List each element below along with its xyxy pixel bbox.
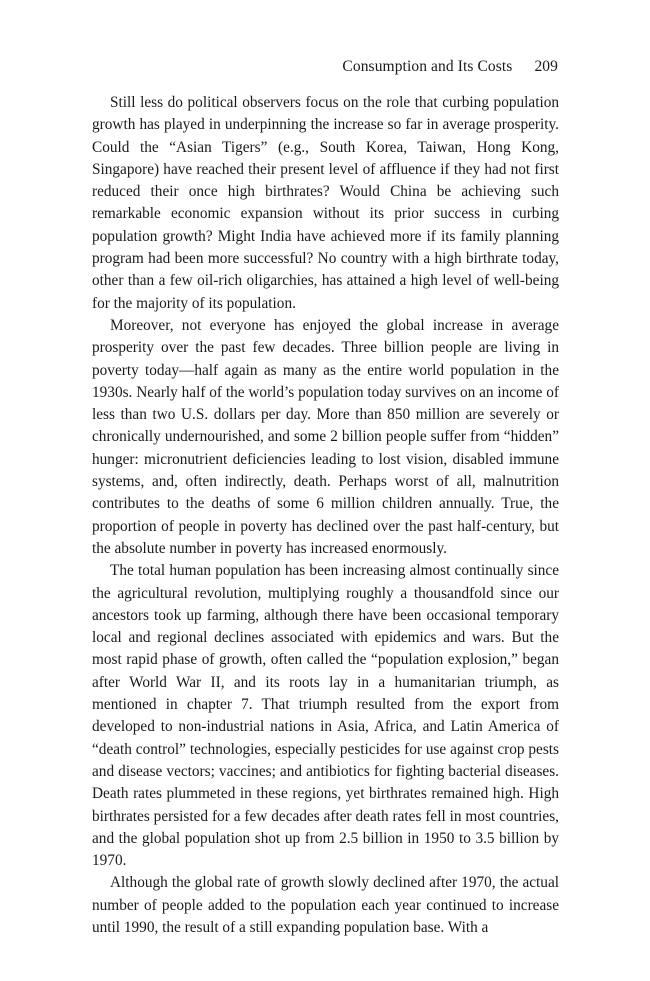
paragraph: Although the global rate of growth slowly declined after 1970, the actual number of people added to the population each year continued to increase until 1990, the result of a still expanding population base. With a — [92, 874, 559, 936]
paragraph: Moreover, not everyone has enjoyed the global increase in average prosperity over the past few decades. Three billion people are living in poverty today—half again as many as the entire world population in the 1930s. Nearly half of the world’s population today survives on an income of less than two U.S. dollars per day. More than 850 million are severely or chronically undernourished, and some 2 billion people suffer from “hidden” hunger: micronutrient deficiencies leading to lost vision, disabled immune systems, and, often indirectly, death. Perhaps worst of all, malnutrition contributes to the deaths of some 6 million children annually. True, the proportion of people in poverty has declined over the past half-century, but the absolute number in poverty has increased enormously. — [92, 316, 559, 557]
body-text — [92, 92, 559, 939]
running-head — [342, 58, 558, 76]
paragraph: Still less do political observers focus on the role that curbing population growth has played in underpinning the increase so far in average prosperity. Could the “Asian Tigers” (e.g., South Korea, Taiwan, Hong Kong, Singapore) have reached their present level of affluence if they had not first reduced their once high birthrates? Would China be achieving such remarkable economic expansion without its prior success in curbing population growth? Might India have achieved more if its family planning program had been more successful? No country with a high birthrate today, other than a few oil-rich oligarchies, has attained a high level of well-being for the majority of its population. — [92, 94, 559, 312]
running-head-title: Consumption and Its Costs — [342, 58, 513, 75]
page-number: 209 — [534, 58, 558, 75]
paragraph: The total human population has been increasing almost continually since the agricultural revolution, multiplying roughly a thousandfold since our ancestors took up farming, although there have been occasional temporary local and regional declines associated with epidemics and wars. But the most rapid phase of growth, often called the “population explosion,” began after World War II, and its roots lay in a humanitarian triumph, as mentioned in chapter 7. That triumph resulted from the export from developed to non-industrial nations in Asia, Africa, and Latin America of “death control” technologies, especially pesticides for use against crop pests and disease vectors; vaccines; and antibiotics for fighting bacterial diseases. Death rates plummeted in these regions, yet birthrates remained high. High birthrates persisted for a few decades after death rates fell in most countries, and the global population shot up from 2.5 billion in 1950 to 3.5 billion by 1970. — [92, 562, 559, 870]
